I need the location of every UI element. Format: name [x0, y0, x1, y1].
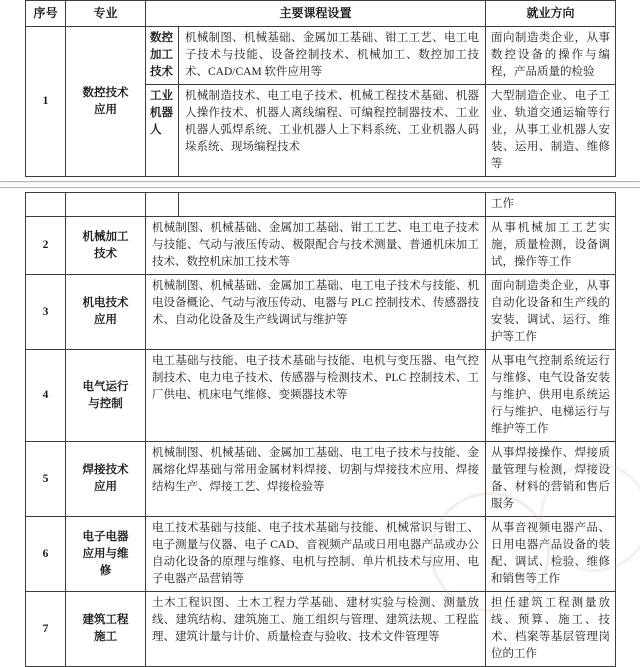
employment-text: 面向制造类企业，从事数控设备的操作与编程，产品质量的检验: [486, 27, 616, 85]
table-row: [26, 442, 616, 517]
employment-text: 担任建筑工程测量放线、预算、施工、技术、档案等基层管理岗位的工作: [486, 592, 616, 667]
major-name: 数控技术应用: [66, 27, 146, 177]
major-name: 电子电器应用与维修: [66, 517, 146, 592]
employment-text: 从事焊接操作、焊接质量管理与检测，焊接设备、材料的营销和售后服务: [486, 442, 616, 517]
major-name: 建筑工程施工: [66, 592, 146, 667]
row-number: 1: [26, 27, 66, 177]
track-name: 工业机器人: [146, 85, 179, 177]
employment-text: 面向制造类企业，从事自动化设备和生产线的安装、调试、运行、维护等工作: [486, 275, 616, 350]
majors-table-page1: [25, 0, 616, 177]
major-name: 机电技术应用: [66, 275, 146, 350]
employment-text: 从事电气控制系统运行与维修、电气设备安装与维护、供用电系统运行与维护、电梯运行与维护等工作: [486, 350, 616, 442]
courses-text: 机械制图、机械基础、金属加工基础、钳工工艺、电工电子技术与技能、设备控制技术、机械加工、数控加工技术、CAD/CAM 软件应用等: [179, 27, 486, 85]
courses-text: 机械制图、机械基础、金属加工基础、钳工工艺、电工电子技术与技能、气动与液压传动、极限配合与技术测量、普通机床加工技术、数控机床加工技术等: [146, 217, 486, 275]
page-break-line: [0, 187, 640, 188]
page-break-separator: [0, 177, 640, 192]
page-break-line: [0, 181, 640, 182]
table-row: [26, 217, 616, 275]
major-name: 机械加工技术: [66, 217, 146, 275]
courses-text: 电工技术基础与技能、电子技术基础与技能、机械常识与钳工、电子测量与仪器、电子 CAD、音视频产品或日用电器产品或办公自动化设备的原理与维修、电机与控制、单片机技术与应用、电子电器产品营销等: [146, 517, 486, 592]
empty-cell: [66, 193, 146, 217]
major-name: 电气运行与控制: [66, 350, 146, 442]
courses-text: 电工基础与技能、电子技术基础与技能、电机与变压器、电气控制技术、电力电子技术、传感器与检测技术、PLC 控制技术、工厂供电、机床电气维修、变频器技术等: [146, 350, 486, 442]
employment-continuation-text: 工作: [486, 193, 616, 217]
courses-text: 土木工程识图、土木工程力学基础、建材实验与检测、测量放线、建筑结构、建筑施工、施工组织与管理、建筑法规、工程监理、建筑计量与计价、质量检查与验收、技术文件管理等: [146, 592, 486, 667]
employment-text: 从事音视频电器产品、日用电器产品设备的装配、调试、检验、维修和销售等工作: [486, 517, 616, 592]
table-row: [26, 350, 616, 442]
empty-cell: [26, 193, 66, 217]
header-employment: 就业方向: [486, 1, 616, 27]
row-number: 6: [26, 517, 66, 592]
header-courses: 主要课程设置: [146, 1, 486, 27]
courses-text: 机械制图、机械基础、金属加工基础、电工电子技术与技能、机电设备概论、气动与液压传动、电器与 PLC 控制技术、传感器技术、自动化设备及生产线调试与维护等: [146, 275, 486, 350]
row-number: 7: [26, 592, 66, 667]
courses-text: 机械制图、机械基础、金属加工基础、电工电子技术与技能、金属熔化焊基础与常用金属材料焊接、切割与焊接技术应用、焊接结构生产、焊接工艺、焊接检验等: [146, 442, 486, 517]
major-name: 焊接技术应用: [66, 442, 146, 517]
header-major: 专业: [66, 1, 146, 27]
majors-table-page2: [25, 192, 616, 667]
table-header-row: [26, 1, 616, 27]
table-row: [26, 275, 616, 350]
table-row: [26, 517, 616, 592]
employment-text: 从事机械加工工艺实施，质量检测，设备调试，操作等工作: [486, 217, 616, 275]
header-no: 序号: [26, 1, 66, 27]
track-name: 数控加工技术: [146, 27, 179, 85]
row-number: 2: [26, 217, 66, 275]
row-number: 4: [26, 350, 66, 442]
table-row: [26, 27, 616, 85]
continuation-row: [26, 193, 616, 217]
empty-cell: [146, 193, 179, 217]
courses-text: 机械制造技术、电工电子技术、机械工程技术基础、机器人操作技术、机器人离线编程、可编程控制器技术、工业机器人弧焊系统、工业机器人上下料系统、工业机器人码垛系统、现场编程技术: [179, 85, 486, 177]
row-number: 3: [26, 275, 66, 350]
employment-text: 大型制造企业、电子工业、轨道交通运输等行业，从事工业机器人安装、运用、制造、维修等: [486, 85, 616, 177]
empty-cell: [179, 193, 486, 217]
row-number: 5: [26, 442, 66, 517]
table-row: [26, 592, 616, 667]
